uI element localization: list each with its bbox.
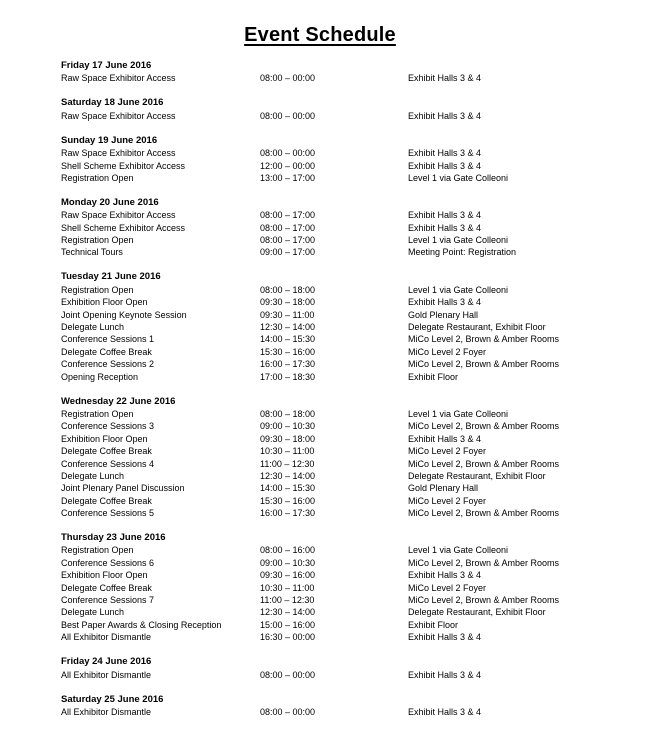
event-name: Delegate Lunch bbox=[61, 322, 125, 333]
event-time: 09:30 – 18:00 bbox=[260, 297, 316, 308]
schedule-row bbox=[61, 631, 641, 643]
event-name: Raw Space Exhibitor Access bbox=[61, 148, 176, 159]
event-location: Exhibit Halls 3 & 4 bbox=[408, 706, 482, 717]
event-location: MiCo Level 2, Brown & Amber Rooms bbox=[408, 334, 560, 345]
schedule-row bbox=[61, 284, 641, 296]
event-location: Exhibit Halls 3 & 4 bbox=[408, 433, 482, 444]
event-time: 15:30 – 16:00 bbox=[260, 346, 316, 357]
event-name: Joint Plenary Panel Discussion bbox=[61, 483, 185, 494]
event-location: Exhibit Halls 3 & 4 bbox=[408, 160, 482, 171]
event-time: 11:00 – 12:30 bbox=[260, 458, 315, 469]
event-location: Exhibit Halls 3 & 4 bbox=[408, 110, 482, 121]
event-time: 09:00 – 10:30 bbox=[260, 557, 316, 568]
schedule-row bbox=[61, 246, 641, 258]
event-name: Joint Opening Keynote Session bbox=[61, 309, 187, 320]
schedule-row bbox=[61, 482, 641, 494]
event-time: 16:00 – 17:30 bbox=[260, 359, 316, 370]
schedule-row bbox=[61, 160, 641, 172]
event-name: Delegate Coffee Break bbox=[61, 582, 152, 593]
event-name: All Exhibitor Dismantle bbox=[61, 706, 152, 717]
event-name: Exhibition Floor Open bbox=[61, 570, 148, 581]
event-name: Delegate Coffee Break bbox=[61, 446, 152, 457]
event-time: 08:00 – 17:00 bbox=[260, 222, 316, 233]
event-time: 14:00 – 15:30 bbox=[260, 334, 316, 345]
event-time: 12:00 – 00:00 bbox=[260, 160, 316, 171]
event-time: 08:00 – 17:00 bbox=[260, 235, 316, 246]
day-section bbox=[61, 656, 641, 681]
event-location: MiCo Level 2, Brown & Amber Rooms bbox=[408, 458, 560, 469]
event-location: Level 1 via Gate Colleoni bbox=[408, 284, 509, 295]
schedule-row bbox=[61, 470, 641, 482]
event-time: 08:00 – 18:00 bbox=[260, 284, 316, 295]
event-name: Delegate Lunch bbox=[61, 607, 125, 618]
event-name: Exhibition Floor Open bbox=[61, 297, 148, 308]
day-section bbox=[61, 197, 641, 259]
schedule-row bbox=[61, 445, 641, 457]
event-time: 09:30 – 11:00 bbox=[260, 309, 315, 320]
event-location: Exhibit Halls 3 & 4 bbox=[408, 669, 482, 680]
event-location: MiCo Level 2, Brown & Amber Rooms bbox=[408, 557, 560, 568]
event-name: Conference Sessions 7 bbox=[61, 595, 155, 606]
event-name: Registration Open bbox=[61, 408, 134, 419]
event-location: Gold Plenary Hall bbox=[408, 309, 479, 320]
event-time: 08:00 – 17:00 bbox=[260, 210, 316, 221]
event-time: 16:00 – 17:30 bbox=[260, 508, 316, 519]
schedule-row bbox=[61, 371, 641, 383]
day-section bbox=[61, 694, 641, 719]
schedule-row bbox=[61, 669, 641, 681]
event-name: Registration Open bbox=[61, 545, 134, 556]
event-time: 08:00 – 00:00 bbox=[260, 73, 316, 84]
schedule-row bbox=[61, 209, 641, 221]
schedule-row bbox=[61, 507, 641, 519]
event-time: 09:00 – 17:00 bbox=[260, 247, 316, 258]
event-location: Level 1 via Gate Colleoni bbox=[408, 172, 509, 183]
event-name: Best Paper Awards & Closing Reception bbox=[61, 619, 222, 630]
schedule-row bbox=[61, 569, 641, 581]
event-time: 14:00 – 15:30 bbox=[260, 483, 316, 494]
day-heading: Wednesday 22 June 2016 bbox=[61, 395, 176, 407]
schedule-row bbox=[61, 296, 641, 308]
event-location: Exhibit Halls 3 & 4 bbox=[408, 148, 482, 159]
schedule-row bbox=[61, 172, 641, 184]
event-location: Exhibit Halls 3 & 4 bbox=[408, 570, 482, 581]
event-time: 13:00 – 17:00 bbox=[260, 172, 316, 183]
schedule-row bbox=[61, 433, 641, 445]
event-location: Exhibit Halls 3 & 4 bbox=[408, 210, 482, 221]
schedule-list bbox=[61, 60, 641, 731]
event-name: Registration Open bbox=[61, 284, 134, 295]
event-time: 16:30 – 00:00 bbox=[260, 632, 316, 643]
event-location: Level 1 via Gate Colleoni bbox=[408, 545, 509, 556]
schedule-row bbox=[61, 420, 641, 432]
day-heading: Friday 17 June 2016 bbox=[61, 60, 152, 71]
event-time: 08:00 – 16:00 bbox=[260, 545, 316, 556]
event-location: Exhibit Floor bbox=[408, 619, 459, 630]
event-time: 08:00 – 00:00 bbox=[260, 669, 316, 680]
schedule-row bbox=[61, 72, 641, 84]
event-time: 12:30 – 14:00 bbox=[260, 470, 316, 481]
event-time: 10:30 – 11:00 bbox=[260, 446, 315, 457]
schedule-row bbox=[61, 358, 641, 370]
schedule-row bbox=[61, 321, 641, 333]
schedule-row bbox=[61, 495, 641, 507]
day-heading: Sunday 19 June 2016 bbox=[61, 134, 158, 146]
schedule-row bbox=[61, 458, 641, 470]
event-location: MiCo Level 2 Foyer bbox=[408, 582, 487, 593]
event-name: Delegate Coffee Break bbox=[61, 495, 152, 506]
event-name: All Exhibitor Dismantle bbox=[61, 632, 152, 643]
event-location: Exhibit Halls 3 & 4 bbox=[408, 297, 482, 308]
event-location: MiCo Level 2 Foyer bbox=[408, 446, 487, 457]
event-time: 08:00 – 00:00 bbox=[260, 148, 316, 159]
event-name: Conference Sessions 4 bbox=[61, 458, 155, 469]
event-location: Exhibit Halls 3 & 4 bbox=[408, 222, 482, 233]
day-section bbox=[61, 135, 641, 185]
event-name: Conference Sessions 3 bbox=[61, 421, 155, 432]
event-name: Exhibition Floor Open bbox=[61, 433, 148, 444]
event-name: Shell Scheme Exhibitor Access bbox=[61, 222, 186, 233]
event-name: Raw Space Exhibitor Access bbox=[61, 210, 176, 221]
event-location: Exhibit Halls 3 & 4 bbox=[408, 632, 482, 643]
event-time: 08:00 – 00:00 bbox=[260, 110, 316, 121]
event-name: Technical Tours bbox=[61, 247, 123, 258]
schedule-row bbox=[61, 582, 641, 594]
event-location: MiCo Level 2, Brown & Amber Rooms bbox=[408, 595, 560, 606]
schedule-row bbox=[61, 544, 641, 556]
event-location: MiCo Level 2, Brown & Amber Rooms bbox=[408, 359, 560, 370]
event-location: Delegate Restaurant, Exhibit Floor bbox=[408, 607, 546, 618]
event-location: MiCo Level 2 Foyer bbox=[408, 346, 487, 357]
day-section bbox=[61, 396, 641, 520]
event-name: Conference Sessions 2 bbox=[61, 359, 155, 370]
day-heading: Tuesday 21 June 2016 bbox=[61, 271, 161, 283]
event-name: Conference Sessions 5 bbox=[61, 508, 155, 519]
day-heading: Friday 24 June 2016 bbox=[61, 656, 152, 668]
schedule-row bbox=[61, 619, 641, 631]
schedule-row bbox=[61, 147, 641, 159]
event-name: Delegate Lunch bbox=[61, 470, 125, 481]
schedule-row bbox=[61, 594, 641, 606]
schedule-row bbox=[61, 557, 641, 569]
day-heading: Monday 20 June 2016 bbox=[61, 196, 159, 208]
event-time: 08:00 – 00:00 bbox=[260, 706, 316, 717]
event-location: Meeting Point: Registration bbox=[408, 247, 517, 258]
day-section bbox=[61, 97, 641, 122]
schedule-row bbox=[61, 234, 641, 246]
schedule-row bbox=[61, 222, 641, 234]
event-name: Registration Open bbox=[61, 235, 134, 246]
event-time: 17:00 – 18:30 bbox=[260, 371, 316, 382]
event-time: 09:30 – 16:00 bbox=[260, 570, 316, 581]
event-location: Level 1 via Gate Colleoni bbox=[408, 408, 509, 419]
schedule-row bbox=[61, 346, 641, 358]
event-name: Registration Open bbox=[61, 172, 134, 183]
schedule-row bbox=[61, 606, 641, 618]
event-name: Opening Reception bbox=[61, 371, 139, 382]
event-location: Exhibit Halls 3 & 4 bbox=[408, 73, 482, 84]
schedule-row bbox=[61, 110, 641, 122]
event-time: 15:30 – 16:00 bbox=[260, 495, 316, 506]
day-heading: Saturday 18 June 2016 bbox=[61, 97, 164, 109]
event-location: MiCo Level 2 Foyer bbox=[408, 495, 487, 506]
event-time: 12:30 – 14:00 bbox=[260, 322, 316, 333]
event-name: All Exhibitor Dismantle bbox=[61, 669, 152, 680]
event-location: Level 1 via Gate Colleoni bbox=[408, 235, 509, 246]
event-time: 12:30 – 14:00 bbox=[260, 607, 316, 618]
event-location: MiCo Level 2, Brown & Amber Rooms bbox=[408, 421, 560, 432]
event-time: 15:00 – 16:00 bbox=[260, 619, 316, 630]
event-time: 10:30 – 11:00 bbox=[260, 582, 315, 593]
event-time: 08:00 – 18:00 bbox=[260, 408, 316, 419]
event-name: Delegate Coffee Break bbox=[61, 346, 152, 357]
event-name: Raw Space Exhibitor Access bbox=[61, 73, 176, 84]
day-heading: Saturday 25 June 2016 bbox=[61, 693, 164, 705]
event-name: Conference Sessions 6 bbox=[61, 557, 155, 568]
event-time: 09:30 – 18:00 bbox=[260, 433, 316, 444]
day-section bbox=[61, 532, 641, 644]
event-time: 11:00 – 12:30 bbox=[260, 595, 315, 606]
day-section bbox=[61, 271, 641, 383]
page-title: Event Schedule bbox=[244, 24, 396, 46]
schedule-row bbox=[61, 408, 641, 420]
schedule-row bbox=[61, 333, 641, 345]
event-location: Delegate Restaurant, Exhibit Floor bbox=[408, 470, 546, 481]
event-name: Conference Sessions 1 bbox=[61, 334, 155, 345]
event-time: 09:00 – 10:30 bbox=[260, 421, 316, 432]
schedule-row bbox=[61, 309, 641, 321]
event-name: Raw Space Exhibitor Access bbox=[61, 110, 176, 121]
day-heading: Thursday 23 June 2016 bbox=[61, 532, 166, 544]
event-location: Gold Plenary Hall bbox=[408, 483, 479, 494]
schedule-row bbox=[61, 706, 641, 718]
day-section bbox=[61, 60, 641, 85]
event-location: MiCo Level 2, Brown & Amber Rooms bbox=[408, 508, 560, 519]
event-location: Delegate Restaurant, Exhibit Floor bbox=[408, 322, 546, 333]
event-location: Exhibit Floor bbox=[408, 371, 459, 382]
event-name: Shell Scheme Exhibitor Access bbox=[61, 160, 186, 171]
